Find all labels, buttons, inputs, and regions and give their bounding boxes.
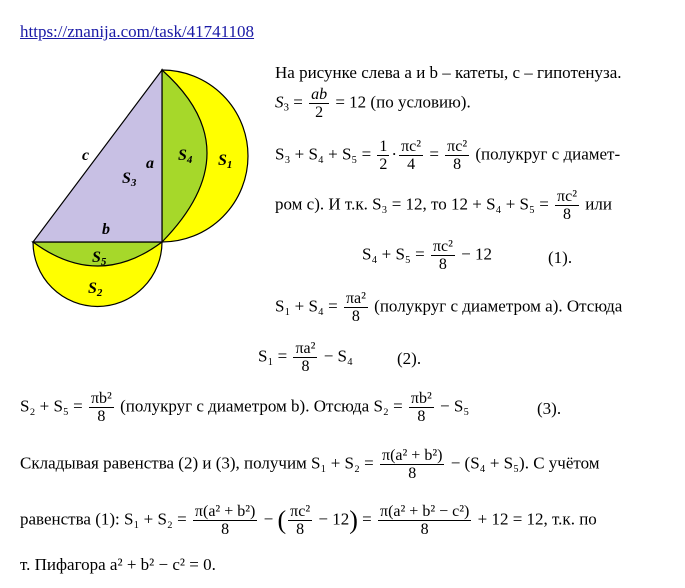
text-line-8: S₂ + S₅ = $\frac{\text{πb²}}{8}$ (полукруг с диаметром b). Отсюда S₂ = $\frac{\text{πb²}}{8}$ − S₅ xyxy=(20,390,470,425)
label-s2: S2 xyxy=(88,280,103,299)
triangle xyxy=(33,70,162,242)
text-line-11: т. Пифагора a² + b² − c² = 0. xyxy=(20,555,216,574)
text-line-7: S₁ = $\frac{\text{πa²}}{8}$ − S₄ xyxy=(258,340,353,375)
text-line-5: S₄ + S₅ = $\frac{\text{πc²}}{8}$ − 12 xyxy=(362,238,493,273)
text-line-10: равенства (1): S₁ + S₂ = $\frac{\text{π(a² + b²)}}{8}$ − ( $\frac{\text{πc²}}{8}$ − 12) = $\frac{\text{π(a² + b² − c²)}}{8}$ + 12 = 12, т.к. по xyxy=(20,503,597,538)
text-line-9: Складывая равенства (2) и (3), получим S₁ + S₂ = $\frac{\text{π(a² + b²)}}{8}$ − (S₄ + S₅). С учётом xyxy=(20,447,600,482)
text-line-3: S₃ + S₄ + S₅ = $\frac{1}{2}$ · $\frac{\text{πc²}}{4}$ = $\frac{\text{πc²}}{8}$ (полукруг с диамет- xyxy=(275,138,621,173)
label-b: b xyxy=(102,221,110,238)
eq-number-2: (2). xyxy=(397,349,422,368)
eq-number-3: (3). xyxy=(537,399,562,418)
geometry-figure xyxy=(0,0,270,330)
label-s5: S5 xyxy=(92,249,107,268)
text-line-6: S₁ + S₄ = $\frac{\text{πa²}}{8}$ (полукруг с диаметром a). Отсюда xyxy=(275,290,623,325)
text-line-2: $S_3$ = $\frac{ab}{2}$ = 12 (по условию). xyxy=(275,86,471,121)
eq-number-1: (1). xyxy=(548,248,573,267)
text-line-1: На рисунке слева a и b – катеты, c – гипотенуза. xyxy=(275,63,622,82)
text-line-4: ром c). И т.к. S₃ = 12, то 12 + S₄ + S₅ = $\frac{\text{πc²}}{8}$ или xyxy=(275,188,612,223)
label-s1: S1 xyxy=(218,152,233,171)
label-s3: S3 xyxy=(122,170,137,189)
label-s4: S4 xyxy=(178,147,193,166)
label-a: a xyxy=(146,155,154,172)
source-link[interactable]: https://znanija.com/task/41741108 xyxy=(20,22,255,41)
label-c: c xyxy=(82,147,90,164)
